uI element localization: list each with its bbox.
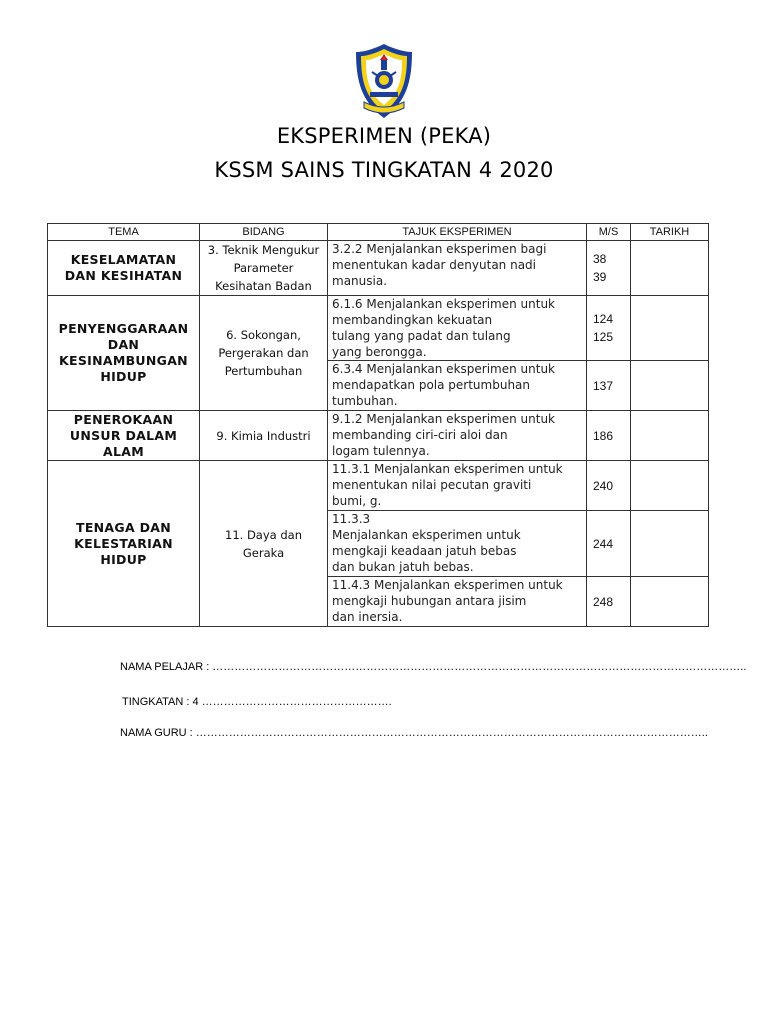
table-row: [48, 241, 709, 296]
school-crest-icon: [352, 42, 416, 120]
tema-cell: TENAGA DAN KELESTARIAN HIDUP: [48, 461, 200, 627]
tarikh-cell[interactable]: [631, 511, 709, 577]
table-header-row: [48, 224, 709, 241]
nama-pelajar-field[interactable]: NAMA PELAJAR : ………………………………………………………………………………………………………………………………..: [120, 661, 747, 673]
header-ms: M/S: [587, 224, 631, 241]
tarikh-cell[interactable]: [631, 241, 709, 296]
header-tema: TEMA: [48, 224, 200, 241]
tarikh-cell[interactable]: [631, 461, 709, 511]
tema-cell: KESELAMATAN DAN KESIHATAN: [48, 241, 200, 296]
tema-cell: PENYENGGARAAN DAN KESINAMBUNGAN HIDUP: [48, 296, 200, 411]
experiment-table: [47, 223, 709, 627]
tajuk-cell: 11.4.3 Menjalankan eksperimen untuk mengkaji hubungan antara jisim dan inersia.: [328, 577, 587, 627]
ms-cell: 244: [587, 511, 631, 577]
ms-cell: 124 125: [587, 296, 631, 361]
header-tajuk: TAJUK EKSPERIMEN: [328, 224, 587, 241]
ms-cell: 240: [587, 461, 631, 511]
header-bidang: BIDANG: [200, 224, 328, 241]
table-row: [48, 461, 709, 511]
page-subtitle: KSSM SAINS TINGKATAN 4 2020: [214, 158, 554, 182]
bidang-cell: 6. Sokongan, Pergerakan dan Pertumbuhan: [200, 296, 328, 411]
page-title: EKSPERIMEN (PEKA): [276, 124, 492, 148]
table-row: [48, 296, 709, 361]
tajuk-cell: 9.1.2 Menjalankan eksperimen untuk membanding ciri-ciri aloi dan logam tulennya.: [328, 411, 587, 461]
bidang-cell: 11. Daya dan Geraka: [200, 461, 328, 627]
ms-cell: 137: [587, 361, 631, 411]
ms-cell: 38 39: [587, 241, 631, 296]
bidang-cell: 9. Kimia Industri: [200, 411, 328, 461]
bidang-cell: 3. Teknik Mengukur Parameter Kesihatan Badan: [200, 241, 328, 296]
tajuk-cell: 11.3.3 Menjalankan eksperimen untuk mengkaji keadaan jatuh bebas dan bukan jatuh bebas.: [328, 511, 587, 577]
tarikh-cell[interactable]: [631, 361, 709, 411]
tema-cell: PENEROKAAN UNSUR DALAM ALAM: [48, 411, 200, 461]
tarikh-cell[interactable]: [631, 411, 709, 461]
tarikh-cell[interactable]: [631, 296, 709, 361]
school-crest-logo: [352, 42, 416, 120]
table-row: [48, 411, 709, 461]
tajuk-cell: 11.3.1 Menjalankan eksperimen untuk menentukan nilai pecutan graviti bumi, g.: [328, 461, 587, 511]
tajuk-cell: 6.1.6 Menjalankan eksperimen untuk membandingkan kekuatan tulang yang padat dan tulang yang berongga.: [328, 296, 587, 361]
tingkatan-field[interactable]: TINGKATAN : 4 …………………………………………….: [122, 696, 392, 708]
header-tarikh: TARIKH: [631, 224, 709, 241]
nama-guru-field[interactable]: NAMA GURU : …………………………………………………………………………………………………………………………..: [120, 727, 708, 739]
tajuk-cell: 3.2.2 Menjalankan eksperimen bagi menentukan kadar denyutan nadi manusia.: [328, 241, 587, 296]
tarikh-cell[interactable]: [631, 577, 709, 627]
ms-cell: 186: [587, 411, 631, 461]
tajuk-cell: 6.3.4 Menjalankan eksperimen untuk mendapatkan pola pertumbuhan tumbuhan.: [328, 361, 587, 411]
ms-cell: 248: [587, 577, 631, 627]
